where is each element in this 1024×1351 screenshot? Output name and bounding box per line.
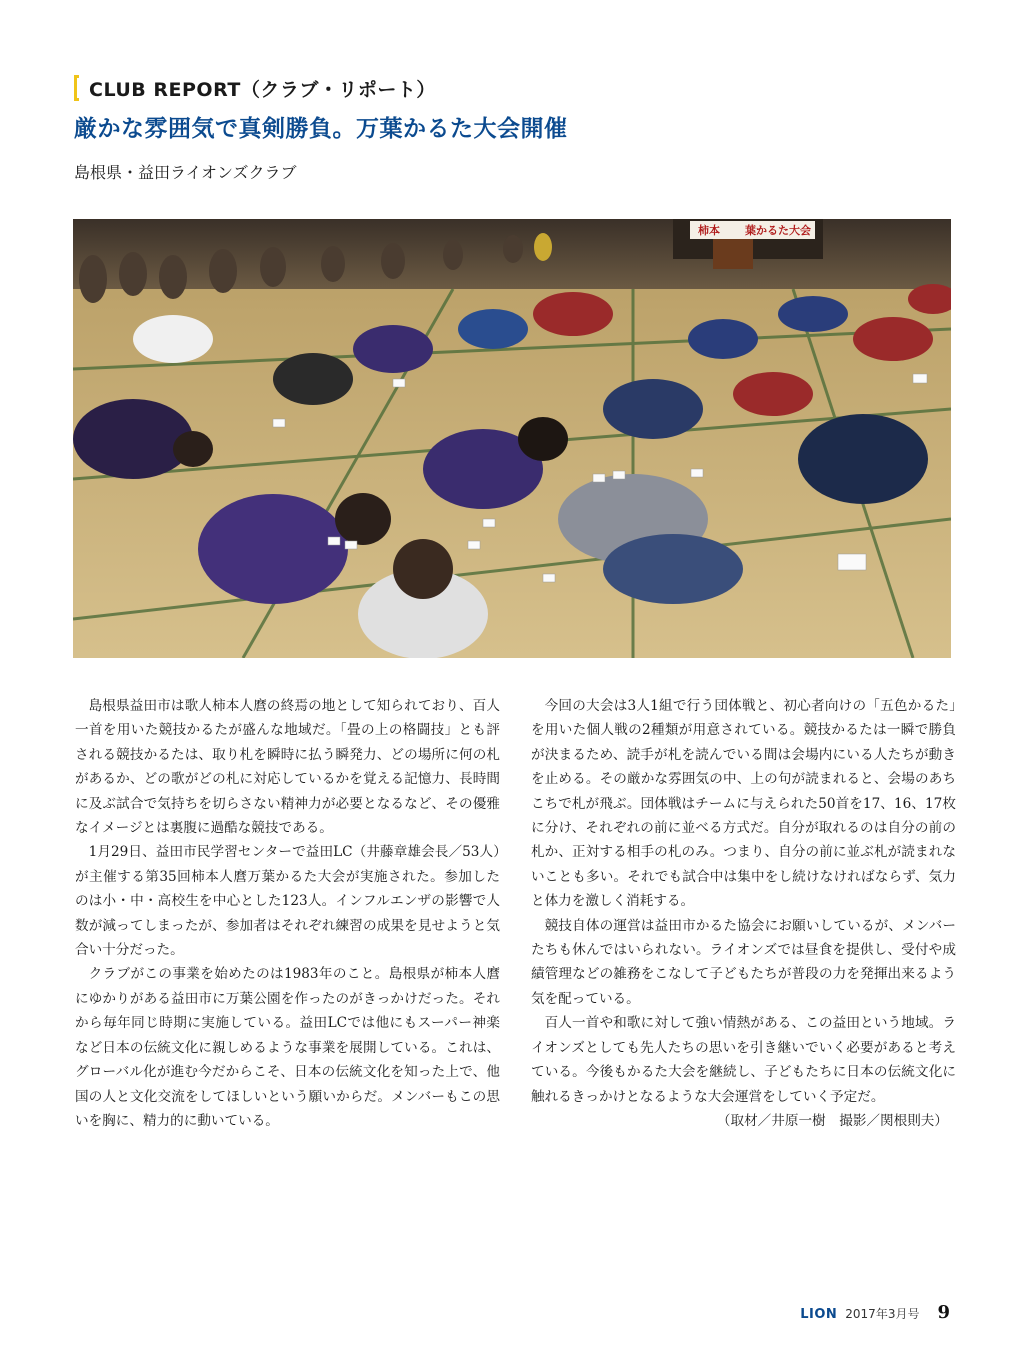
paragraph: 競技自体の運営は益田市かるた協会にお願いしているが、メンバーたちも休んではいられない。ライオンズでは昼食を提供し、受付や成績管理などの雑務をこなして子どもたちが普段の力を発揮出来るよう気を配っている。 [531,917,956,1007]
banner-right-text: 葉かるた大会 [745,224,811,237]
paragraph: 島根県益田市は歌人柿本人麿の終焉の地として知られており、百人一首を用いた競技かるたが盛んな地域だ。「畳の上の格闘技」とも評される競技かるたは、取り札を瞬時に払う瞬発力、どの場所に何の札があるか、どの歌がどの札に対応しているかを覚える記憶力、長時間に及ぶ試合で気持ちを切らさない精神力が必要となるなど、その優雅なイメージとは裏腹に過酷な競技である。 [75,698,500,837]
banner-left-text: 柿本 [698,224,720,237]
article-headline: 厳かな雰囲気で真剣勝負。万葉かるた大会開催 [74,116,568,142]
club-name: 島根県・益田ライオンズクラブ [74,163,297,182]
kicker-label: CLUB REPORT（クラブ・リポート） [89,78,436,101]
article-column-right [531,694,956,1133]
page-number: 9 [937,1302,950,1323]
paragraph: クラブがこの事業を始めたのは1983年のこと。島根県が柿本人麿にゆかりがある益田市に万葉公園を作ったのがきっかけだった。それから毎年同じ時期に実施している。益田LCでは他にもスーパー神楽など日本の伝統文化に親しめるような事業を展開している。これは、グローバル化が進む今だからこそ、日本の伝統文化を知った上で、他国の人と文化交流をしてほしいという願いからだ。メンバーもこの思いを胸に、精力的に動いている。 [75,966,500,1129]
paragraph: 1月29日、益田市民学習センターで益田LC（井藤章雄会長／53人）が主催する第35回柿本人麿万葉かるた大会が実施された。参加したのは小・中・高校生を中心とした123人。インフルエンザの影響で人数が減ってしまったが、参加者はそれぞれ練習の成果を見せようと気合い十分だった。 [75,844,500,959]
karuta-tournament-photo [73,219,951,658]
paragraph: 百人一首や和歌に対して強い情熱がある、この益田という地域。ライオンズとしても先人たちの思いを引き継いでいく必要があると考えている。今後もかるた大会を継続し、子どもたちに日本の伝統文化に触れるきっかけとなるような大会運営をしていく予定だ。 [531,1015,956,1105]
magazine-name: LION [800,1307,838,1322]
section-kicker [74,74,436,102]
article-column-left [75,694,500,1133]
issue-date: 2017年3月号 [845,1307,920,1321]
page-footer [800,1302,950,1323]
paragraph: 今回の大会は3人1組で行う団体戦と、初心者向けの「五色かるた」を用いた個人戦の2種類が用意されている。競技かるたは一瞬で勝負が決まるため、読手が札を読んでいる間は会場内にいる人たちが動きを止める。その厳かな雰囲気の中、上の句が読まれると、会場のあちこちで札が飛ぶ。団体戦はチームに与えられた50首を17、16、17枚に分け、それぞれの前に並べる方式だ。自分が取れるのは自分の前の札か、正対する相手の札のみ。つまり、自分の前に並ぶ札が読まれないことも多い。それでも試合中は集中をし続けなければならず、気力と体力を激しく消耗する。 [531,698,956,910]
photo-credit: （取材／井原一樹 撮影／関根則夫） [716,1112,948,1129]
bracket-mark [74,75,79,101]
